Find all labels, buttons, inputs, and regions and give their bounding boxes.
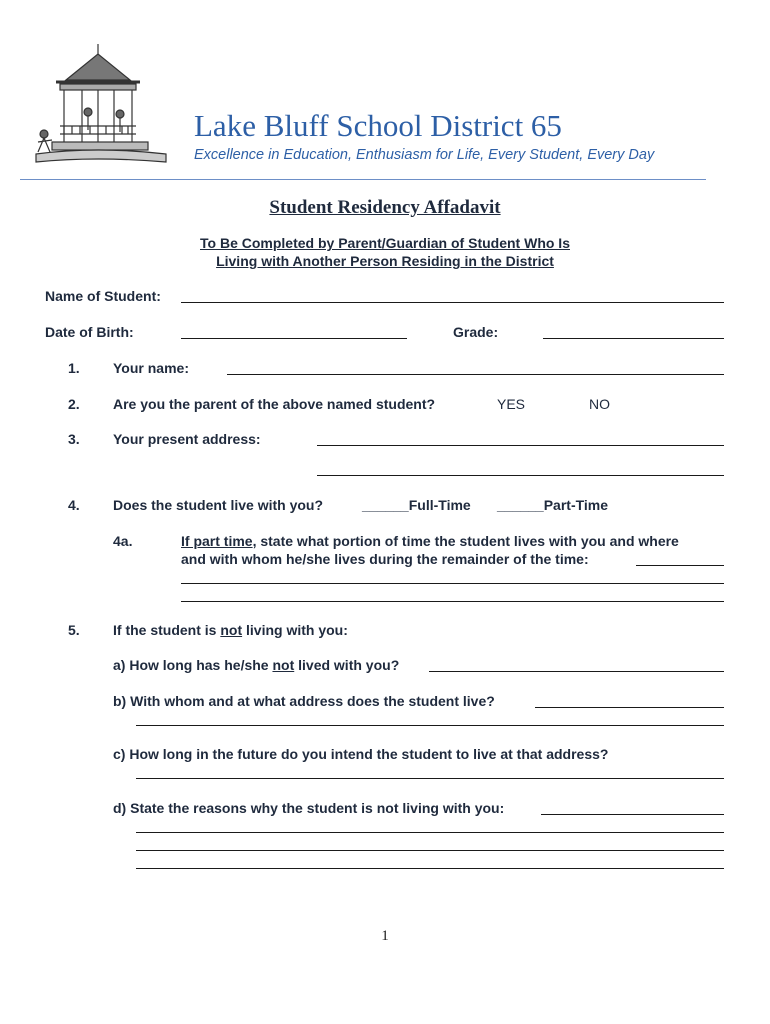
- q5-label: [113, 622, 348, 638]
- q2-label: Are you the parent of the above named student?: [113, 396, 436, 412]
- q5d-answer-field-4[interactable]: [136, 868, 724, 869]
- address-field-line-1[interactable]: [317, 445, 724, 446]
- full-time-blank[interactable]: ______: [362, 497, 409, 513]
- q5b-answer-field-1[interactable]: [535, 707, 724, 708]
- part-time-label: Part-Time: [543, 497, 609, 513]
- district-name: Lake Bluff School District 65: [194, 108, 562, 143]
- q5c-label: c) How long in the future do you intend the student to live at that address?: [113, 746, 609, 762]
- yes-option[interactable]: YES: [497, 396, 526, 412]
- q5a-label-em: not: [272, 657, 295, 673]
- full-time-option[interactable]: [362, 497, 471, 513]
- address-field-line-2[interactable]: [317, 475, 724, 476]
- q5-label-post: living with you:: [242, 622, 348, 638]
- part-time-blank[interactable]: ______: [497, 497, 544, 513]
- q5c-answer-field[interactable]: [136, 778, 724, 779]
- q4-label: Does the student live with you?: [113, 497, 324, 513]
- date-of-birth-label: Date of Birth:: [45, 324, 134, 340]
- grade-field[interactable]: [543, 338, 724, 339]
- q5a-label-post: lived with you?: [294, 657, 400, 673]
- q4a-answer-field-3[interactable]: [181, 601, 724, 602]
- q4a-answer-field-1[interactable]: [636, 565, 724, 566]
- date-of-birth-field[interactable]: [181, 338, 407, 339]
- q4a-line-1-rest: , state what portion of time the student lives with you and where: [252, 533, 679, 549]
- q5a-label-pre: a) How long has he/she: [113, 657, 273, 673]
- gazebo-logo-icon: [16, 42, 186, 172]
- grade-label: Grade:: [453, 324, 499, 340]
- district-motto: Excellence in Education, Enthusiasm for Life, Every Student, Every Day: [194, 147, 655, 163]
- q5a-answer-field[interactable]: [429, 671, 724, 672]
- q1-label: Your name:: [113, 360, 189, 376]
- q4-number: 4.: [68, 497, 80, 513]
- q3-label: Your present address:: [113, 431, 261, 447]
- document-title: Student Residency Affadavit: [269, 197, 501, 218]
- q5-number: 5.: [68, 622, 80, 638]
- full-time-label: Full-Time: [408, 497, 471, 513]
- page-number: 1: [381, 928, 389, 944]
- q5d-label: d) State the reasons why the student is not living with you:: [113, 800, 505, 816]
- q5d-answer-field-1[interactable]: [541, 814, 724, 815]
- subtitle-line-2: Living with Another Person Residing in the District: [216, 253, 554, 269]
- q4a-answer-field-2[interactable]: [181, 583, 724, 584]
- q4a-lead: If part time: [181, 533, 253, 549]
- name-of-student-field[interactable]: [181, 302, 724, 303]
- header-divider: [20, 179, 706, 180]
- q5a-label: [113, 657, 399, 673]
- q5-label-pre: If the student is: [113, 622, 221, 638]
- q5d-answer-field-3[interactable]: [136, 850, 724, 851]
- q5d-answer-field-2[interactable]: [136, 832, 724, 833]
- q1-number: 1.: [68, 360, 80, 376]
- name-of-student-label: Name of Student:: [45, 288, 161, 304]
- q5b-answer-field-2[interactable]: [136, 725, 724, 726]
- q4a-line-2: and with whom he/she lives during the remainder of the time:: [181, 551, 589, 567]
- q4a-number: 4a.: [113, 533, 133, 549]
- part-time-option[interactable]: [497, 497, 608, 513]
- q2-number: 2.: [68, 396, 80, 412]
- q5b-label: b) With whom and at what address does the student live?: [113, 693, 495, 709]
- q3-number: 3.: [68, 431, 80, 447]
- your-name-field[interactable]: [227, 374, 724, 375]
- subtitle-line-1: To Be Completed by Parent/Guardian of Student Who Is: [200, 235, 570, 251]
- q5-label-em: not: [220, 622, 243, 638]
- q4a-line-1: [181, 533, 679, 549]
- no-option[interactable]: NO: [589, 396, 610, 412]
